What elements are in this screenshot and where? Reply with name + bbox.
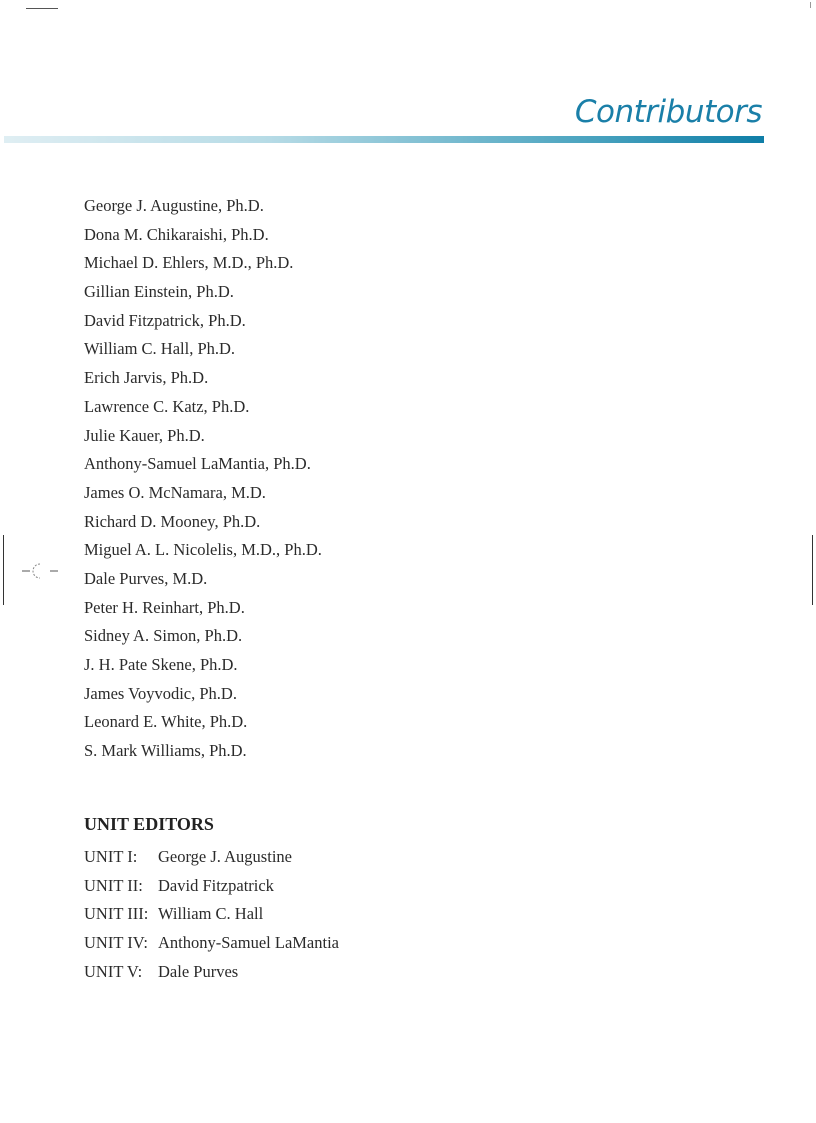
crop-mark-top — [26, 8, 58, 9]
unit-editor-row — [84, 929, 339, 958]
unit-editor-name: George J. Augustine — [158, 847, 292, 866]
page-title: Contributors — [574, 94, 762, 130]
crop-mark-corner — [810, 2, 811, 8]
contributor-name: Sidney A. Simon, Ph.D. — [84, 626, 243, 646]
unit-editor-name: Dale Purves — [158, 961, 239, 981]
unit-label: UNIT V: — [84, 961, 143, 981]
contributor-name: S. Mark Williams, Ph.D. — [84, 741, 247, 761]
unit-editor-row — [84, 958, 339, 987]
unit-editor-row — [84, 872, 339, 901]
unit-label: UNIT IV: — [84, 933, 149, 953]
crop-mark-left — [3, 535, 4, 605]
contributor-name: Miguel A. L. Nicolelis, M.D., Ph.D. — [84, 540, 322, 560]
contributor-name: George J. Augustine, Ph.D. — [84, 196, 264, 215]
contributor-name: Michael D. Ehlers, M.D., Ph.D. — [84, 253, 294, 273]
registration-mark-icon — [22, 561, 62, 581]
contributor-name: James O. McNamara, M.D. — [84, 482, 266, 502]
contributor-list — [84, 192, 322, 766]
unit-editors-heading: UNIT EDITORS — [84, 814, 214, 834]
unit-label: UNIT II: — [84, 875, 143, 895]
contributor-name: David Fitzpatrick, Ph.D. — [84, 310, 246, 330]
unit-editor-row — [84, 843, 339, 872]
unit-editor-name: Anthony-Samuel LaMantia — [158, 933, 340, 953]
contributor-name: Erich Jarvis, Ph.D. — [84, 368, 209, 388]
contributor-name: J. H. Pate Skene, Ph.D. — [84, 655, 238, 674]
unit-label: UNIT I: — [84, 847, 138, 866]
contributor-name: Dale Purves, M.D. — [84, 568, 208, 588]
unit-label: UNIT III: — [84, 904, 149, 924]
unit-editor-name: David Fitzpatrick — [158, 875, 274, 895]
contributor-name: Julie Kauer, Ph.D. — [84, 425, 205, 445]
contributor-name: Gillian Einstein, Ph.D. — [84, 282, 234, 302]
crop-mark-right — [812, 535, 813, 605]
contributor-name: Peter H. Reinhart, Ph.D. — [84, 597, 245, 617]
contributor-name: Lawrence C. Katz, Ph.D. — [84, 396, 250, 416]
unit-editors-list — [84, 843, 339, 986]
title-rule — [4, 136, 764, 143]
contributor-name: Dona M. Chikaraishi, Ph.D. — [84, 224, 269, 244]
contributor-name: Richard D. Mooney, Ph.D. — [84, 511, 261, 531]
contributor-name: Anthony-Samuel LaMantia, Ph.D. — [84, 454, 311, 474]
contributor-name: William C. Hall, Ph.D. — [84, 339, 236, 359]
contributor-name: Leonard E. White, Ph.D. — [84, 712, 248, 732]
contributor-name: James Voyvodic, Ph.D. — [84, 683, 237, 703]
unit-editor-name: William C. Hall — [158, 904, 264, 924]
unit-editor-row — [84, 900, 339, 929]
